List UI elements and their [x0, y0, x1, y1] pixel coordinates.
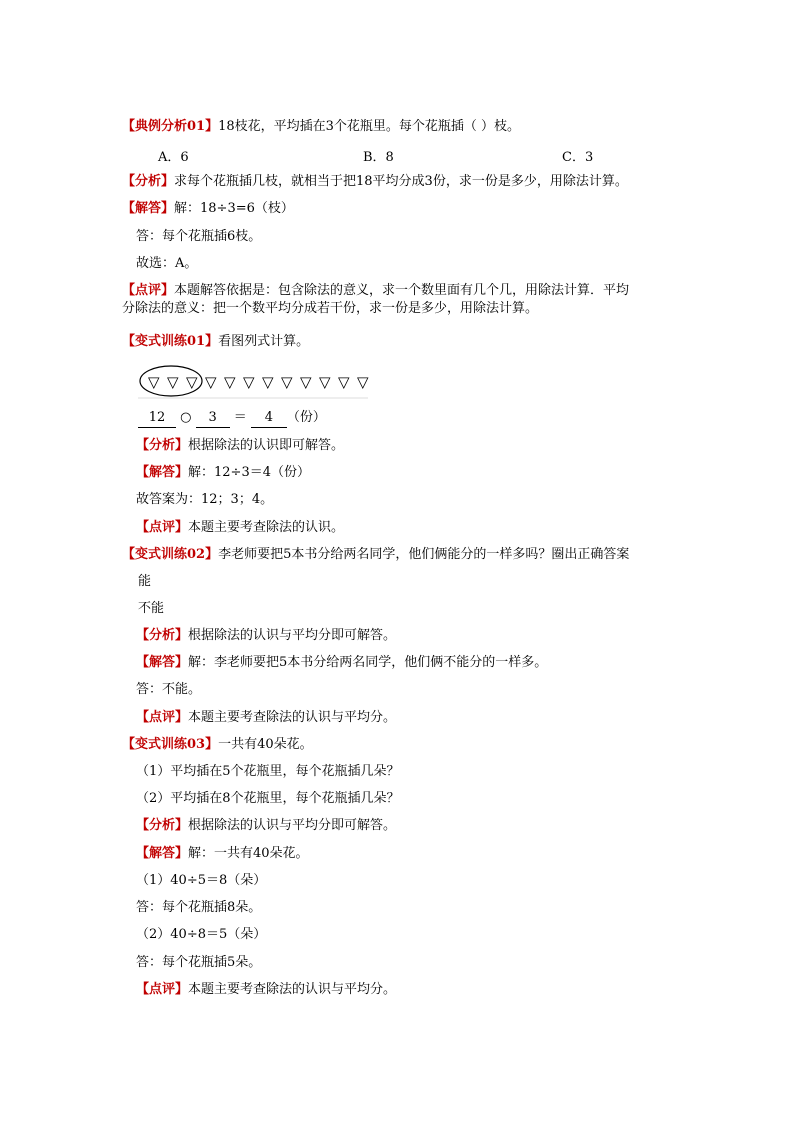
variant3-answer	[136, 845, 309, 863]
variant1-analysis	[136, 437, 344, 455]
operator-circle: ○	[180, 410, 192, 425]
analysis-text: 根据除法的认识与平均分即可解答。	[188, 818, 397, 833]
comment-text-1: 本题解答依据是：包含除法的意义，求一个数里面有几个几，用除法计算．平均	[174, 283, 630, 298]
variant2-comment	[136, 709, 396, 727]
analysis-text: 求每个花瓶插几枝，就相当于把18平均分成3份，求一份是多少，用除法计算。	[174, 174, 628, 189]
comment-tag: 【点评】	[136, 710, 189, 725]
variant3-answer-1: （1）40÷5＝8（朵）	[136, 873, 267, 888]
variant3-sub-question-1: （1）平均插在5个花瓶里，每个花瓶插几朵？	[136, 764, 400, 779]
variant2-reply: 答：不能。	[136, 682, 202, 697]
example-question	[122, 118, 520, 136]
variant3-comment	[136, 981, 396, 999]
comment-tag: 【点评】	[136, 982, 189, 997]
unit-label: （份）	[286, 410, 326, 425]
variant2-answer	[136, 654, 547, 672]
option-can[interactable]: 能	[138, 574, 152, 589]
comment-tag: 【点评】	[136, 520, 189, 535]
comment-text: 本题主要考查除法的认识与平均分。	[188, 982, 397, 997]
analysis-tag: 【分析】	[136, 628, 189, 643]
triangle-mark: ▽	[281, 373, 293, 391]
variant3-reply-1: 答：每个花瓶插8朵。	[136, 900, 262, 915]
answer-text: 解：12÷3＝4（份）	[188, 465, 310, 480]
triangle-figure	[138, 364, 378, 400]
comment-text: 本题主要考查除法的认识与平均分。	[188, 710, 397, 725]
answer-tag: 【解答】	[136, 655, 189, 670]
analysis-tag: 【分析】	[122, 174, 175, 189]
comment-text: 本题主要考查除法的认识。	[188, 520, 345, 535]
variant2-question	[122, 546, 629, 564]
analysis-tag: 【分析】	[136, 818, 189, 833]
triangle-mark: ▽	[262, 373, 274, 391]
example-comment	[122, 282, 629, 300]
answer-text: 解：18÷3=6（枝）	[174, 201, 294, 216]
analysis-text: 根据除法的认识即可解答。	[188, 438, 345, 453]
triangle-mark: ▽	[148, 373, 160, 391]
variant2-tag: 【变式训练02】	[122, 547, 219, 562]
triangle-mark: ▽	[357, 373, 369, 391]
triangle-mark: ▽	[319, 373, 331, 391]
triangle-mark: ▽	[205, 373, 217, 391]
example-tag: 【典例分析01】	[122, 119, 219, 134]
blank-4: 4	[251, 409, 287, 428]
variant1-tag: 【变式训练01】	[122, 334, 219, 349]
triangle-mark: ▽	[186, 373, 198, 391]
answer-tag: 【解答】	[136, 465, 189, 480]
variant1-question-text: 看图列式计算。	[218, 334, 310, 349]
answer-text: 解：一共有40朵花。	[188, 846, 309, 861]
option-b: B．8	[363, 150, 394, 165]
variant3-reply-2: 答：每个花瓶插5朵。	[136, 955, 262, 970]
variant1-final: 故答案为：12；3；4。	[136, 492, 274, 507]
variant3-answer-2: （2）40÷8＝5（朵）	[136, 927, 267, 942]
answer-tag: 【解答】	[122, 201, 175, 216]
example-answer	[122, 200, 294, 218]
variant2-analysis	[136, 627, 396, 645]
variant3-analysis	[136, 817, 396, 835]
triangle-mark: ▽	[224, 373, 236, 391]
blank-12: 12	[138, 409, 176, 428]
variant3-question-text: 一共有40朵花。	[218, 737, 313, 752]
comment-tag: 【点评】	[122, 283, 175, 298]
variant1-equation	[138, 409, 326, 428]
answer-tag: 【解答】	[136, 846, 189, 861]
triangle-mark: ▽	[167, 373, 179, 391]
variant3-tag: 【变式训练03】	[122, 737, 219, 752]
variant3-sub-question-2: （2）平均插在8个花瓶里，每个花瓶插几朵？	[136, 791, 400, 806]
variant1-comment	[136, 519, 344, 537]
analysis-text: 根据除法的认识与平均分即可解答。	[188, 628, 397, 643]
variant1-answer	[136, 464, 310, 482]
option-c: C．3	[562, 150, 594, 165]
example-reply: 答：每个花瓶插6枝。	[136, 229, 262, 244]
variant1-question	[122, 333, 309, 351]
blank-3: 3	[196, 409, 230, 428]
option-cannot[interactable]: 不能	[138, 601, 165, 616]
equals-sign: ＝	[233, 410, 247, 425]
triangle-mark: ▽	[243, 373, 255, 391]
analysis-tag: 【分析】	[136, 438, 189, 453]
answer-text: 解：李老师要把5本书分给两名同学，他们俩不能分的一样多。	[188, 655, 548, 670]
example-comment-cont: 分除法的意义：把一个数平均分成若干份，求一份是多少，用除法计算。	[122, 301, 539, 316]
triangle-mark: ▽	[300, 373, 312, 391]
variant3-question	[122, 736, 313, 754]
example-question-text: 18枝花，平均插在3个花瓶里。每个花瓶插（ ）枝。	[218, 119, 521, 134]
example-choice: 故选：A。	[136, 256, 198, 271]
triangle-mark: ▽	[338, 373, 350, 391]
example-analysis	[122, 173, 628, 191]
variant2-question-text: 李老师要把5本书分给两名同学，他们俩能分的一样多吗？圈出正确答案	[218, 547, 630, 562]
option-a: A．6	[158, 150, 189, 165]
